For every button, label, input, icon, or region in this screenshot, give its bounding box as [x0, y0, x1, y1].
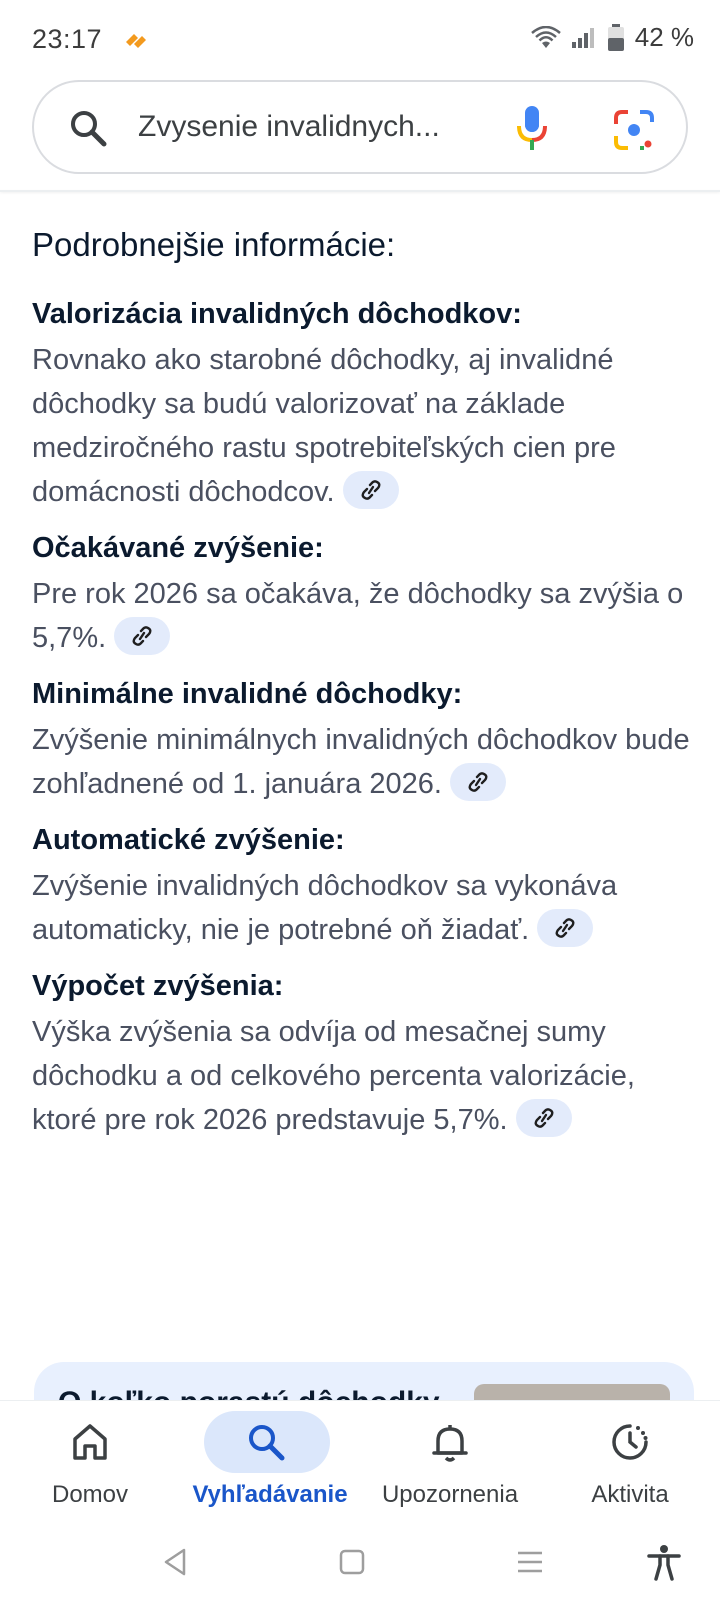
nav-activity[interactable]: [540, 1401, 720, 1521]
info-item: [32, 672, 692, 806]
search-bar[interactable]: [32, 80, 688, 174]
source-link-chip[interactable]: [343, 471, 399, 509]
item-heading: Minimálne invalidné dôchodky:: [32, 678, 463, 710]
item-body: [32, 572, 692, 660]
link-icon: [466, 771, 490, 793]
back-icon[interactable]: [156, 1542, 196, 1582]
recents-icon[interactable]: [510, 1542, 550, 1582]
item-body: [32, 338, 692, 514]
item-heading: Automatické zvýšenie:: [32, 824, 345, 856]
item-heading: Valorizácia invalidných dôchodkov:: [32, 298, 522, 330]
nav-label: Upozornenia: [381, 1481, 519, 1508]
source-link-chip[interactable]: [537, 909, 593, 947]
source-link-chip[interactable]: [114, 617, 170, 655]
battery-percent: 42 %: [634, 22, 694, 52]
item-text: Pre rok 2026 sa očakáva, že dôchodky sa zvýšia o 5,7%.: [32, 578, 684, 654]
status-icons: [531, 22, 694, 53]
item-body: [32, 1010, 692, 1142]
signal-icon: [571, 26, 597, 50]
microphone-icon[interactable]: [512, 104, 552, 152]
nav-label: Domov: [51, 1481, 129, 1508]
item-text: Rovnako ako starobné dôchodky, aj invalidné dôchodky sa budú valorizovať na základe medziročného rastu spotrebiteľských cien pre domácnosti dôchodcov.: [32, 344, 616, 508]
info-item: [32, 818, 692, 952]
item-heading: Výpočet zvýšenia:: [32, 970, 284, 1002]
source-link-chip[interactable]: [450, 763, 506, 801]
wifi-icon: [531, 26, 561, 50]
link-icon: [130, 625, 154, 647]
accessibility-icon[interactable]: [644, 1542, 684, 1582]
battery-icon: [607, 24, 625, 52]
nav-label: Aktivita: [591, 1481, 669, 1508]
ai-overview-content: [32, 222, 692, 1154]
item-body: [32, 718, 692, 806]
header-divider: [0, 190, 720, 192]
search-icon[interactable]: [68, 108, 108, 148]
link-icon: [532, 1107, 556, 1129]
nav-label: Vyhľadávanie: [192, 1481, 348, 1508]
link-icon: [553, 917, 577, 939]
system-navigation-bar: [0, 1520, 720, 1600]
search-query[interactable]: Zvysenie invalidnych...: [138, 110, 440, 143]
item-heading: Očakávané zvýšenie:: [32, 532, 324, 564]
source-link-chip[interactable]: [516, 1099, 572, 1137]
app-notification-icon: [124, 30, 150, 50]
activity-icon: [610, 1421, 650, 1463]
info-item: [32, 964, 692, 1142]
google-lens-icon[interactable]: [612, 108, 656, 152]
bottom-navigation: [0, 1400, 720, 1520]
item-text: Výška zvýšenia sa odvíja od mesačnej sumy dôchodku a od celkového percenta valorizácie, ktoré pre rok 2026 predstavuje 5,7%.: [32, 1016, 635, 1136]
home-icon: [70, 1421, 110, 1463]
info-item: [32, 292, 692, 514]
nav-home[interactable]: [0, 1401, 180, 1521]
nav-notifications[interactable]: [360, 1401, 540, 1521]
home-button-icon[interactable]: [332, 1542, 372, 1582]
status-time: 23:17: [32, 24, 103, 54]
link-icon: [359, 479, 383, 501]
search-icon: [246, 1421, 286, 1463]
item-body: [32, 864, 692, 952]
section-title: Podrobnejšie informácie:: [32, 226, 396, 263]
item-text: Zvýšenie invalidných dôchodkov sa vykonáva automaticky, nie je potrebné oň žiadať.: [32, 870, 618, 946]
info-item: [32, 526, 692, 660]
item-text: Zvýšenie minimálnych invalidných dôchodkov bude zohľadnené od 1. januára 2026.: [32, 724, 690, 800]
bell-icon: [430, 1421, 470, 1463]
nav-search[interactable]: [180, 1401, 360, 1521]
status-bar: [0, 0, 720, 80]
